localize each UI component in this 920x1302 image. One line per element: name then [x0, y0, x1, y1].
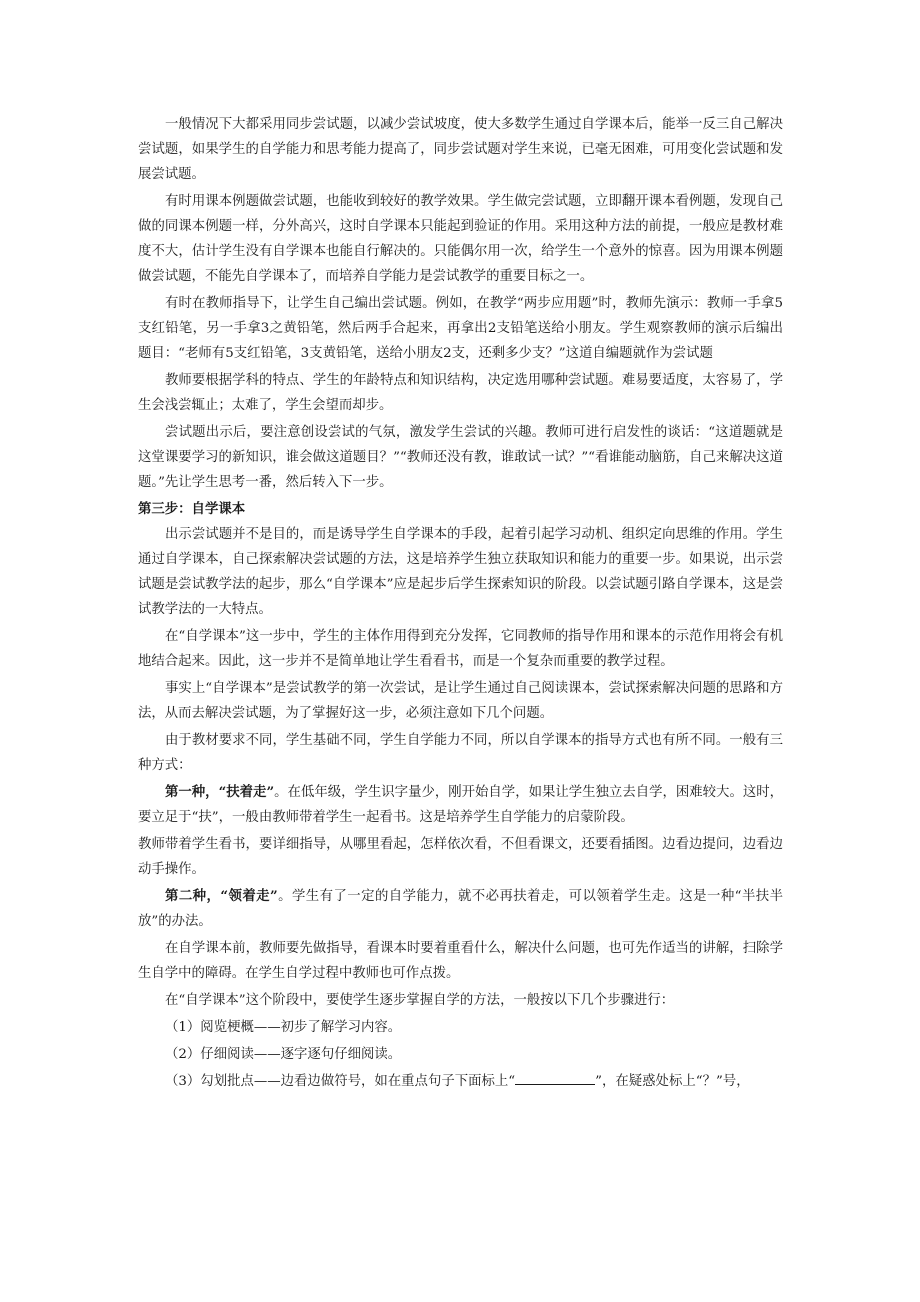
paragraph: 教师要根据学科的特点、学生的年龄特点和知识结构，决定选用哪种尝试题。难易要适度，太容易了，学生会浅尝辄止；太难了，学生会望而却步。: [138, 373, 783, 413]
paragraph: 在“自学课本”这一步中，学生的主体作用得到充分发挥，它同教师的指导作用和课本的示范作用将会有机地结合起来。因此，这一步并不是简单地让学生看看书，而是一个复杂而重要的教学过程。: [138, 629, 783, 669]
underline-blank: [515, 1072, 595, 1085]
paragraph: 由于教材要求不同，学生基础不同，学生自学能力不同，所以自学课本的指导方式也有所不同。一般有三种方式：: [138, 733, 783, 773]
paragraph: 事实上“自学课本”是尝试教学的第一次尝试，是让学生通过自己阅读课本，尝试探索解决问题的思路和方法，从而去解决尝试题，为了掌握好这一步，必须注意如下几个问题。: [138, 681, 783, 721]
paragraph: 在自学课本前，教师要先做指导，看课本时要着重看什么，解决什么问题，也可先作适当的讲解，扫除学生自学中的障碍。在学生自学过程中教师也可作点拨。: [138, 941, 783, 981]
section-heading: 第三步：自学课本: [138, 501, 246, 517]
list-item-text: ”，在疑惑处标上“？”号，: [595, 1074, 750, 1089]
paragraph: 一般情况下大都采用同步尝试题，以减少尝试坡度，使大多数学生通过自学课本后，能举一反三自己解决尝试题，如果学生的自学能力和思考能力提高了，同步尝试题对学生来说，已毫无困难，可用变化尝试题和发展尝试题。: [138, 117, 783, 182]
method-title: 第二种，“领着走”: [165, 888, 278, 904]
paragraph: 有时用课本例题做尝试题，也能收到较好的教学效果。学生做完尝试题，立即翻开课本看例题，发现自己做的同课本例题一样，分外高兴，这时自学课本只能起到验证的作用。采用这种方法的前提，一般应是教材难度不大，估计学生没有自学课本也能自行解决的。只能偶尔用一次，给学生一个意外的惊喜。因为用课本例题做尝试题，不能先自学课本了，而培养自学能力是尝试教学的重要目标之一。: [138, 194, 783, 284]
document-page: [138, 112, 783, 1096]
paragraph-text: 。在低年级，学生识字量少，刚开始自学，如果让学生独立去自学，困难较大。这时，要立足于“扶”，一般由教师带着学生一起看书。这是培养学生自学能力的启蒙阶段。: [138, 785, 784, 825]
list-item-text: （3）勾划批点——边看边做符号，如在重点句子下面标上“: [165, 1074, 516, 1089]
paragraph: 教师带着学生看书，要详细指导，从哪里看起，怎样依次看，不但看课文，还要看插图。边看边提问，边看边动手操作。: [138, 837, 783, 877]
list-item: （1）阅览梗概——初步了解学习内容。: [165, 1020, 402, 1035]
list-item: [138, 1069, 783, 1094]
paragraph: [138, 780, 783, 830]
paragraph: 出示尝试题并不是目的，而是诱导学生自学课本的手段，起着引起学习动机、组织定向思维的作用。学生通过自学课本，自己探索解决尝试题的方法，这是培养学生独立获取知识和能力的重要一步。如果说，出示尝试题是尝试教学法的起步，那么“自学课本”应是起步后学生探索知识的阶段。以尝试题引路自学课本，这是尝试教学法的一大特点。: [138, 527, 783, 617]
paragraph: 有时在教师指导下，让学生自己编出尝试题。例如，在教学“两步应用题”时，教师先演示：教师一手拿5支红铅笔，另一手拿3之黄铅笔，然后两手合起来，再拿出2支铅笔送给小朋友。学生观察教师的演示后编出题目：“老师有5支红铅笔，3支黄铅笔，送给小朋友2支，还剩多少支？”这道自编题就作为尝试题: [138, 296, 783, 361]
paragraph: [138, 884, 783, 934]
method-title: 第一种，“扶着走”: [165, 784, 275, 800]
list-item: （2）仔细阅读——逐字逐句仔细阅读。: [165, 1047, 402, 1062]
paragraph: 尝试题出示后，要注意创设尝试的气氛，激发学生尝试的兴趣。教师可进行启发性的谈话：“这道题就是这堂课要学习的新知识，谁会做这道题目？”“教师还没有教，谁敢试一试？”“看谁能动脑筋，自己来解决这道题。”先让学生思考一番，然后转入下一步。: [138, 425, 783, 490]
paragraph-text: 。学生有了一定的自学能力，就不必再扶着走，可以领着学生走。这是一种“半扶半放”的办法。: [138, 889, 783, 929]
paragraph: 在“自学课本”这个阶段中，要使学生逐步掌握自学的方法，一般按以下几个步骤进行：: [165, 993, 675, 1008]
